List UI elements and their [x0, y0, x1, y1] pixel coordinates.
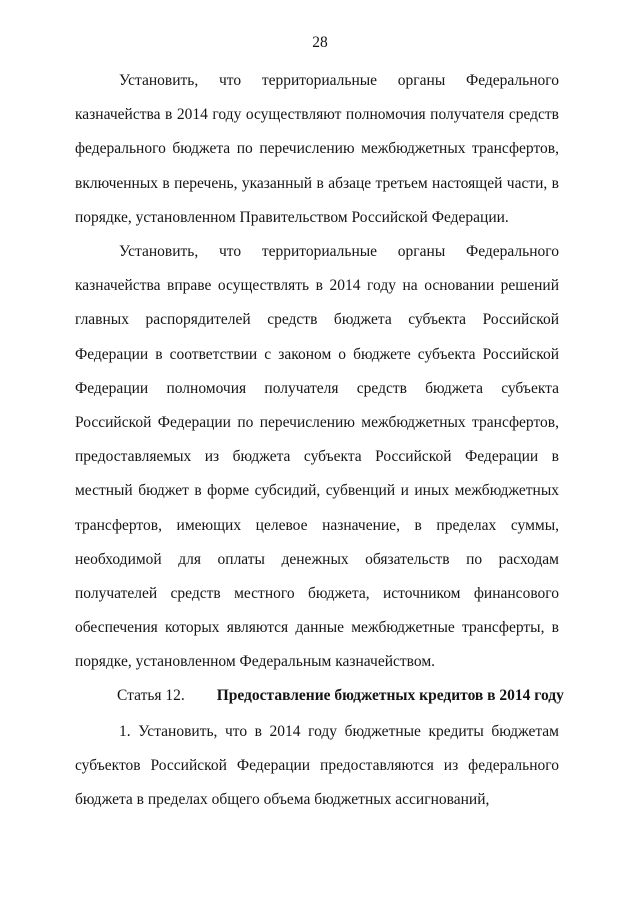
article-heading [117, 679, 564, 713]
article-paragraph-1: 1. Установить, что в 2014 году бюджетные кредиты бюджетам субъектов Российской Федерации предоставляются из федерального бюджета в пределах общего объема бюджетных ассигнований, [75, 723, 559, 809]
article-title: Предоставление бюджетных кредитов в 2014 году [216, 687, 564, 704]
article-number: Статья 12. [117, 687, 185, 704]
paragraph-treasury-powers-federal: Установить, что территориальные органы Федерального казначейства в 2014 году осуществляют полномочия получателя средств федерального бюджета по перечислению межбюджетных трансфертов, включенных в перечень, указанный в абзаце третьем настоящей части, в порядке, установленном Правительством Российской Федерации. [75, 72, 559, 226]
page-number: 28 [312, 34, 328, 51]
paragraph-treasury-powers-regional: Установить, что территориальные органы Федерального казначейства вправе осуществлять в 2014 году на основании решений главных распорядителей средств бюджета субъекта Российской Федерации в соответствии с законом о бюджете субъекта Российской Федерации полномочия получателя средств бюджета субъекта Российской Федерации по перечислению межбюджетных трансфертов, предоставляемых из бюджета субъекта Российской Федерации в местный бюджет в форме субсидий, субвенций и иных межбюджетных трансфертов, имеющих целевое назначение, в пределах суммы, необходимой для оплаты денежных обязательств по расходам получателей средств местного бюджета, источником финансового обеспечения которых являются данные межбюджетные трансферты, в порядке, установленном Федеральным казначейством. [75, 243, 559, 671]
